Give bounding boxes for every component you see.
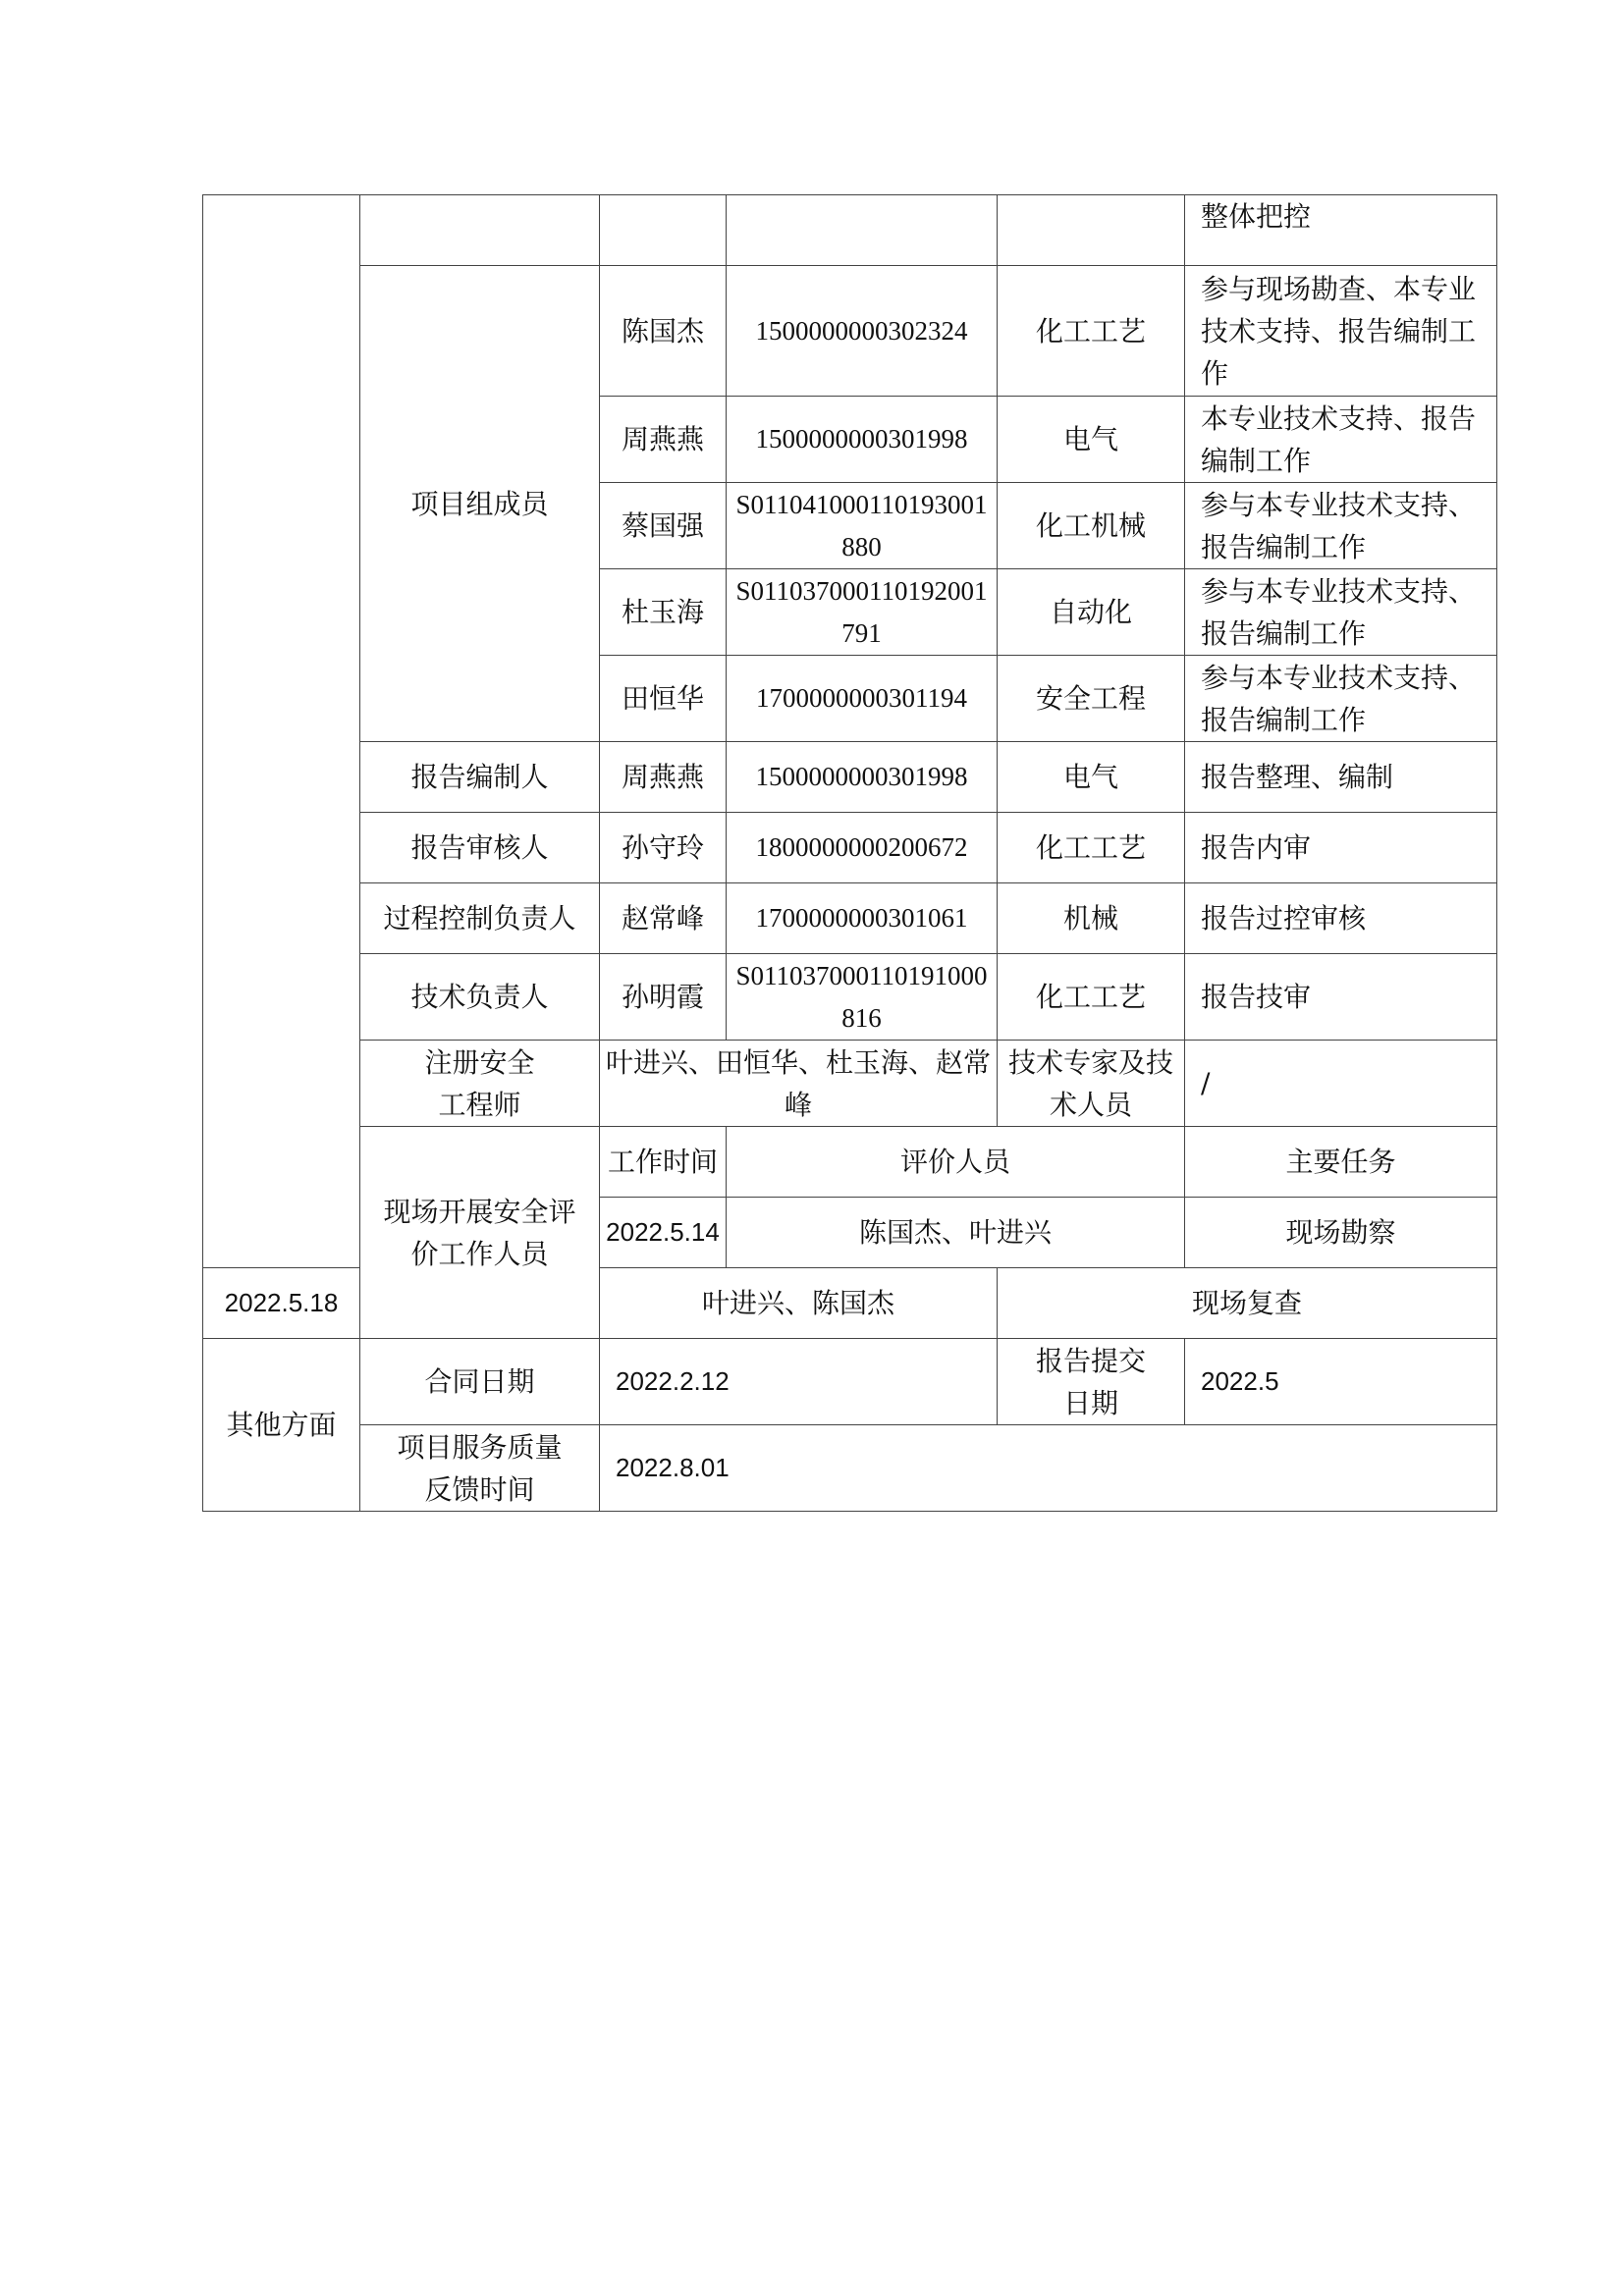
task-cell: 报告内审: [1185, 813, 1497, 883]
name-cell: [600, 195, 727, 266]
table-row: [203, 954, 1497, 1041]
section-label-cell: [203, 195, 360, 1268]
table-row: [203, 266, 1497, 397]
table-row: [203, 883, 1497, 954]
id-cell: 1700000000301194: [727, 656, 998, 742]
specialty-cell: [998, 195, 1185, 266]
table-row: [203, 195, 1497, 266]
specialty-cell: 安全工程: [998, 656, 1185, 742]
table-row: [203, 742, 1497, 813]
onsite-header-staff: 评价人员: [727, 1127, 1185, 1198]
onsite-staff-cell: 陈国杰、叶进兴: [727, 1198, 1185, 1268]
table-row: [203, 1339, 1497, 1425]
onsite-section-label: 现场开展安全评价工作人员: [360, 1127, 600, 1339]
id-cell: 1500000000301998: [727, 742, 998, 813]
name-cell: 蔡国强: [600, 483, 727, 569]
name-cell: 杜玉海: [600, 569, 727, 656]
submit-date-value: 2022.5: [1185, 1339, 1497, 1425]
registered-engineer-names: 叶进兴、田恒华、杜玉海、赵常峰: [600, 1041, 998, 1127]
name-cell: 周燕燕: [600, 397, 727, 483]
id-cell: S011041000110193001880: [727, 483, 998, 569]
other-section-label: 其他方面: [203, 1339, 360, 1512]
expert-label: 技术专家及技术人员: [998, 1041, 1185, 1127]
name-cell: 赵常峰: [600, 883, 727, 954]
specialty-cell: 化工工艺: [998, 266, 1185, 397]
table-row: [203, 1041, 1497, 1127]
name-cell: 孙明霞: [600, 954, 727, 1041]
id-cell: 1500000000302324: [727, 266, 998, 397]
contract-date-value: 2022.2.12: [600, 1339, 998, 1425]
specialty-cell: 化工工艺: [998, 813, 1185, 883]
table-row: [203, 1127, 1497, 1198]
role-cell: 技术负责人: [360, 954, 600, 1041]
id-cell: 1500000000301998: [727, 397, 998, 483]
specialty-cell: 电气: [998, 397, 1185, 483]
task-cell: 报告技审: [1185, 954, 1497, 1041]
submit-date-label: 报告提交日期: [998, 1339, 1185, 1425]
specialty-cell: 电气: [998, 742, 1185, 813]
role-cell: 报告编制人: [360, 742, 600, 813]
onsite-staff-cell: 叶进兴、陈国杰: [600, 1268, 998, 1339]
task-cell: 报告过控审核: [1185, 883, 1497, 954]
task-cell: 整体把控: [1185, 195, 1497, 266]
role-cell: 过程控制负责人: [360, 883, 600, 954]
onsite-time-cell: 2022.5.18: [203, 1268, 360, 1339]
name-cell: 陈国杰: [600, 266, 727, 397]
onsite-task-cell: 现场复查: [998, 1268, 1497, 1339]
onsite-task-cell: 现场勘察: [1185, 1198, 1497, 1268]
evaluation-staff-table: [202, 194, 1497, 1512]
name-cell: 田恒华: [600, 656, 727, 742]
members-group-label: 项目组成员: [360, 266, 600, 742]
role-cell: 报告审核人: [360, 813, 600, 883]
onsite-header-task: 主要任务: [1185, 1127, 1497, 1198]
feedback-date-value: 2022.8.01: [600, 1425, 1497, 1512]
id-cell: 1700000000301061: [727, 883, 998, 954]
table-row: [203, 1425, 1497, 1512]
registered-engineer-label: 注册安全工程师: [360, 1041, 600, 1127]
table-row: [203, 813, 1497, 883]
id-cell: S011037000110192001791: [727, 569, 998, 656]
expert-value: /: [1185, 1041, 1497, 1127]
specialty-cell: 化工工艺: [998, 954, 1185, 1041]
id-cell: 1800000000200672: [727, 813, 998, 883]
feedback-date-label: 项目服务质量反馈时间: [360, 1425, 600, 1512]
specialty-cell: 化工机械: [998, 483, 1185, 569]
name-cell: 周燕燕: [600, 742, 727, 813]
onsite-header-time: 工作时间: [600, 1127, 727, 1198]
specialty-cell: 自动化: [998, 569, 1185, 656]
task-cell: 本专业技术支持、报告编制工作: [1185, 397, 1497, 483]
role-cell: [360, 195, 600, 266]
task-cell: 参与本专业技术支持、报告编制工作: [1185, 569, 1497, 656]
specialty-cell: 机械: [998, 883, 1185, 954]
task-cell: 参与本专业技术支持、报告编制工作: [1185, 483, 1497, 569]
contract-date-label: 合同日期: [360, 1339, 600, 1425]
task-cell: 参与现场勘查、本专业技术支持、报告编制工作: [1185, 266, 1497, 397]
id-cell: S011037000110191000816: [727, 954, 998, 1041]
onsite-time-cell: 2022.5.14: [600, 1198, 727, 1268]
name-cell: 孙守玲: [600, 813, 727, 883]
task-cell: 报告整理、编制: [1185, 742, 1497, 813]
task-cell: 参与本专业技术支持、报告编制工作: [1185, 656, 1497, 742]
id-cell: [727, 195, 998, 266]
